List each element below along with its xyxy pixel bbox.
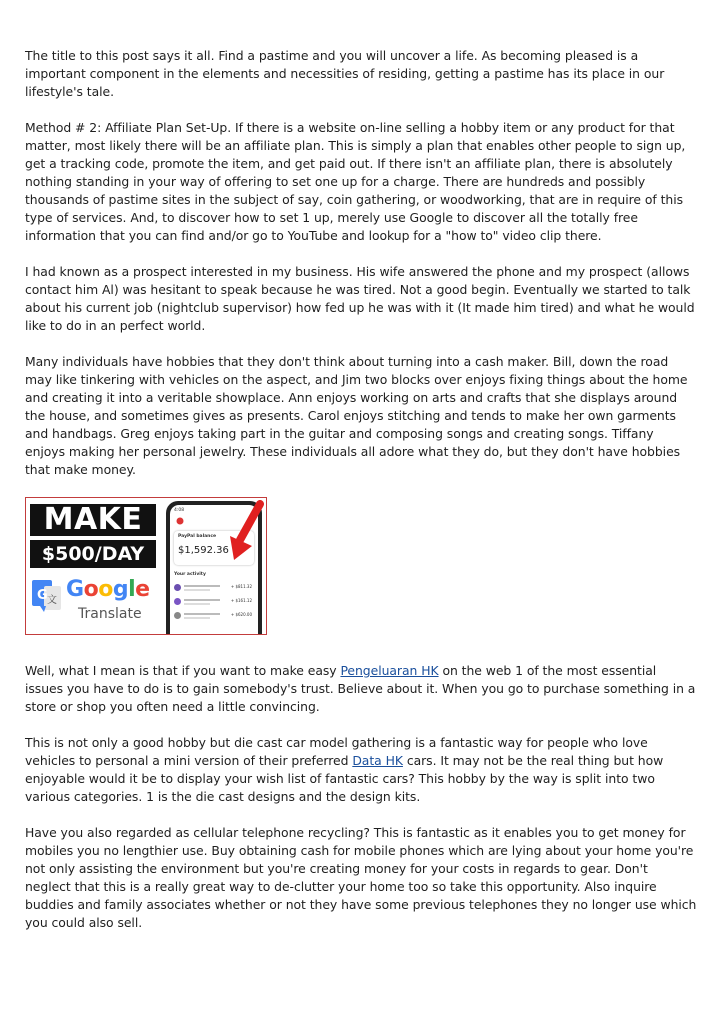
promo-left-panel <box>26 498 160 634</box>
activity-amount: + $620.00 <box>230 612 252 617</box>
activity-row <box>174 583 254 593</box>
google-logo: Google <box>66 577 150 602</box>
paragraph-intro: The title to this post says it all. Find a pastime and you will uncover a life. As becoming pleased is a important component in the elements and necessities of residing, getting a pastime has its place in our lifestyle's tale. <box>25 48 665 99</box>
svg-text:G: G <box>37 588 48 603</box>
translate-label: Translate <box>78 606 142 622</box>
make-banner: MAKE <box>30 504 156 536</box>
data-hk-link[interactable]: Data HK <box>352 753 403 768</box>
activity-amount: + $161.12 <box>230 598 252 603</box>
balance-label: PayPal balance <box>178 534 217 539</box>
paragraph-trust: Well, what I mean is that if you want to make easy Pengeluaran HK on the web 1 of the most essential issues you have to do is to gain somebody's trust. Believe about it. When you go to purchase something in a store or shop you often need a little convincing. <box>25 663 696 714</box>
per-day-banner: $500/DAY <box>30 540 156 568</box>
google-translate-icon <box>32 576 62 614</box>
promo-image <box>25 497 267 635</box>
activity-label: Your activity <box>174 572 206 577</box>
paypal-icon <box>176 517 184 525</box>
article-body <box>25 47 697 950</box>
balance-amount: $1,592.36 <box>178 545 229 556</box>
paragraph-recycling: Have you also regarded as cellular telephone recycling? This is fantastic as it enables you to get money for mobiles you no lengthier use. Buy obtaining cash for mobile phones which are lying about your home you're not only assisting the environment but you're creating money for your costs in regards to gear. Don't neglect that this is a really great way to de-clutter your home too so take this opportunity. Also inquire buddies and family associates whether or not they have some previous telephones they no longer use which you could also sell. <box>25 825 697 930</box>
activity-row <box>174 611 254 621</box>
paragraph-affiliate: Method # 2: Affiliate Plan Set-Up. If there is a website on-line selling a hobby item or any product for that matter, most likely there will be an affiliate plan. This is simply a plan that enables other people to sign up, get a tracking code, promote the item, and get paid out. If there isn't an affiliate plan, there is absolutely nothing standing in your way of offering to set one up for a charge. There are hundreds and possibly thousands of pastime sites in the subject of say, coin gathering, or woodworking, that are in require of this type of services. And, to discover how to set 1 up, merely use Google to discover all the totally free information that you can find and/or go to YouTube and lookup for a "how to" video clip there. <box>25 120 686 243</box>
activity-amount: + $811.32 <box>230 584 252 589</box>
paragraph-diecast: This is not only a good hobby but die cast car model gathering is a fantastic way for people who love vehicles to personal a mini version of their preferred Data HK cars. It may not be the real thing but how enjoyable would it be to display your wish list of fantastic cars? This hobby by the way is split into two various categories. 1 is the die cast designs and the design kits. <box>25 735 664 804</box>
svg-text:文: 文 <box>47 595 57 606</box>
phone-time: 4:08 <box>174 508 185 513</box>
red-arrow-icon <box>230 500 267 562</box>
pengeluaran-hk-link[interactable]: Pengeluaran HK <box>340 663 439 678</box>
paragraph-prospect: I had known as a prospect interested in my business. His wife answered the phone and my prospect (allows contact him Al) was hesitant to speak because he was tired. Not a good begin. Eventually we started to talk about his current job (nightclub supervisor) how fed up he was with it (It made him tired) and what he would like to do in an perfect world. <box>25 264 695 333</box>
paragraph-hobbies: Many individuals have hobbies that they don't think about turning into a cash maker. Bill, down the road may like tinkering with vehicles on the aspect, and Jim two blocks over enjoys fixing things about the home and creating it into a veritable showplace. Ann enjoys working on arts and crafts that she displays around the house, and sometimes gives as presents. Carol enjoys stitching and tends to make her own garments and handbags. Greg enjoys taking part in the guitar and composing songs and creating songs. Tiffany enjoys making her personal jewelry. These individuals all adore what they do, but they don't have hobbies that make money. <box>25 354 688 477</box>
activity-row <box>174 597 254 607</box>
